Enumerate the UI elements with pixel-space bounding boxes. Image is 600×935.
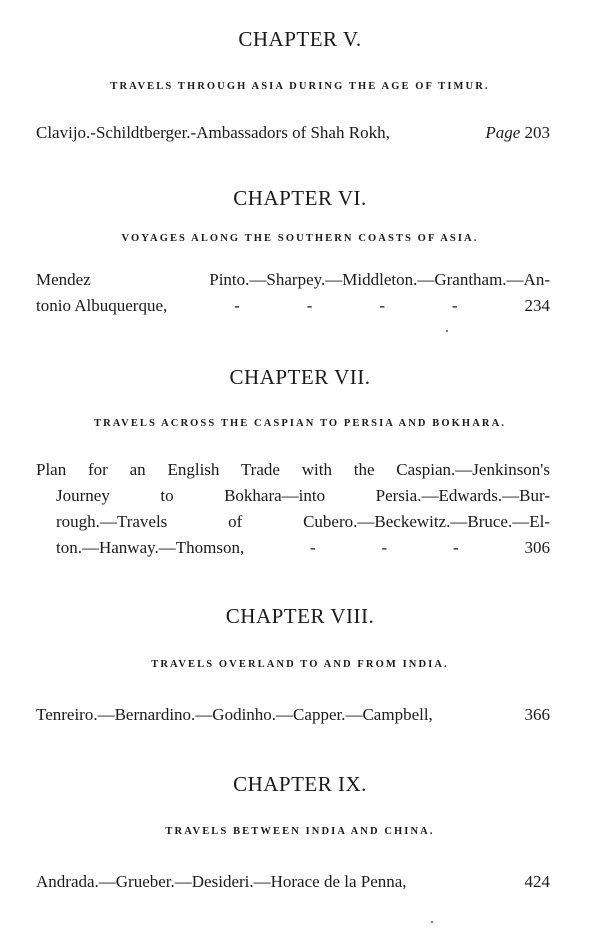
chapter-6-page-number: 234 xyxy=(524,296,550,315)
chapter-7-title: CHAPTER VII. xyxy=(229,365,371,389)
chapter-9-subtitle: TRAVELS BETWEEN INDIA AND CHINA. xyxy=(165,826,435,837)
chapter-6-entry-text: tonio Albuquerque, xyxy=(36,296,168,315)
chapter-6-entry-line-1: Mendez Pinto.—Sharpey.—Middleton.—Grantham.—An- xyxy=(36,270,550,289)
chapter-6-entry-line-2 xyxy=(36,294,550,318)
chapter-9-entry xyxy=(36,870,550,894)
chapter-7-entry-line-2: Journey to Bokhara—into Persia.—Edwards.—Bur- xyxy=(56,486,550,505)
paper-speck xyxy=(431,921,433,923)
dot-leader: - xyxy=(452,538,459,557)
chapter-6-title: CHAPTER VI. xyxy=(233,186,367,210)
chapter-6-subtitle: VOYAGES ALONG THE SOUTHERN COASTS OF ASIA. xyxy=(121,233,479,244)
chapter-9-title: CHAPTER IX. xyxy=(233,772,367,796)
chapter-8-title: CHAPTER VIII. xyxy=(225,604,375,628)
page-label: Page xyxy=(485,123,521,142)
chapter-5-entry-text: Clavijo.-Schildtberger.-Ambassadors of Shah Rokh, xyxy=(36,123,390,142)
chapter-7-subtitle: TRAVELS ACROSS THE CASPIAN TO PERSIA AND BOKHARA. xyxy=(94,418,506,429)
chapter-5-entry xyxy=(36,121,550,145)
chapter-5-page-ref xyxy=(485,121,550,145)
chapter-8-subtitle: TRAVELS OVERLAND TO AND FROM INDIA. xyxy=(151,659,449,670)
chapter-9-page-number: 424 xyxy=(524,872,550,891)
dot-leader: - xyxy=(306,296,313,315)
chapter-8-page-number: 366 xyxy=(524,705,550,724)
chapter-7-entry-line-1: Plan for an English Trade with the Caspian.—Jenkinson's xyxy=(36,460,550,479)
chapter-8-entry xyxy=(36,703,550,727)
chapter-7-entry-line-3: rough.—Travels of Cubero.—Beckewitz.—Bruce.—El- xyxy=(56,512,550,531)
dot-leader: - xyxy=(381,538,388,557)
chapter-7-page-number: 306 xyxy=(524,538,550,557)
dot-leader: - xyxy=(234,296,240,315)
chapter-5-page-number: 203 xyxy=(524,123,550,142)
chapter-9-entry-text: Andrada.—Grueber.—Desideri.—Horace de la Penna, xyxy=(36,872,407,891)
chapter-5-title: CHAPTER V. xyxy=(238,27,362,51)
chapter-7-entry-line-4 xyxy=(56,536,550,560)
dot-leader: - xyxy=(451,296,458,315)
dot-leader: - xyxy=(310,538,316,557)
chapter-7-entry-text: ton.—Hanway.—Thomson, xyxy=(56,538,245,557)
chapter-5-subtitle: TRAVELS THROUGH ASIA DURING THE AGE OF TIMUR. xyxy=(110,81,490,92)
chapter-8-entry-text: Tenreiro.—Bernardino.—Godinho.—Capper.—Campbell, xyxy=(36,705,433,724)
paper-speck xyxy=(446,330,448,332)
dot-leader: - xyxy=(379,296,385,315)
